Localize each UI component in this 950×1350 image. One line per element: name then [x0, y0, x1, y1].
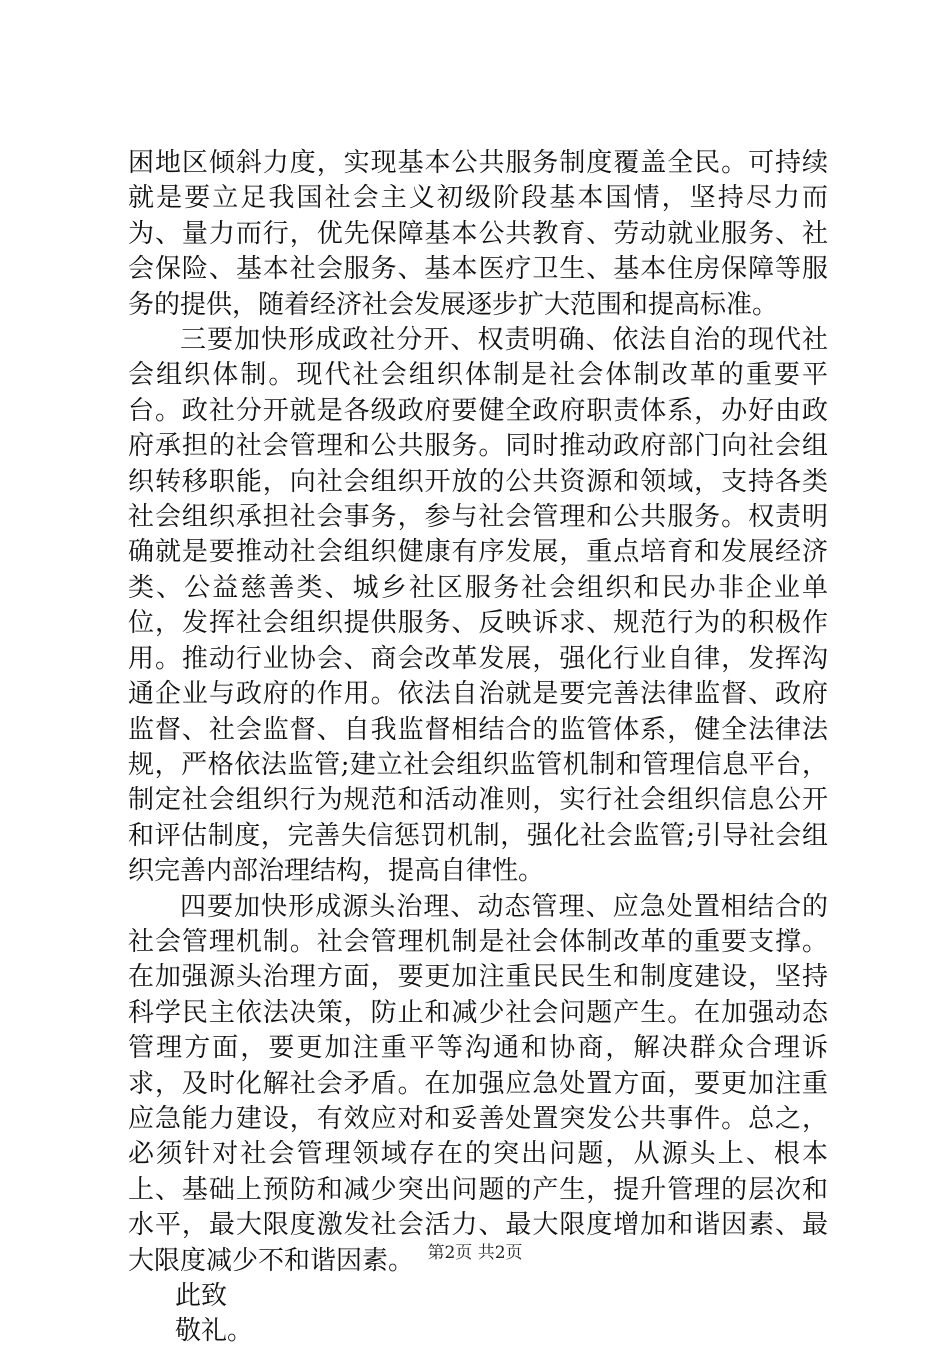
paragraph-social-management: 四要加快形成源头治理、动态管理、应急处置相结合的社会管理机制。社会管理机制是社会体制改革的重要支撑。在加强源头治理方面，要更加注重民民生和制度建设，坚持科学民主依法决策，防止和减少社会问题产生。在加强动态管理方面，要更加注重平等沟通和协商，解决群众合理诉求，及时化解社会矛盾。在加强应急处置方面，要更加注重应急能力建设，有效应对和妥善处置突发公共事件。总之，必须针对社会管理领域存在的突出问题，从源头上、根本上、基础上预防和减少突出问题的产生，提升管理的层次和水平，最大限度激发社会活力、最大限度增加和谐因素、最大限度减少不和谐因素。 [128, 891, 828, 1276]
closing-salutation: 此致 [175, 1281, 228, 1311]
closing-regards: 敬礼。 [175, 1316, 254, 1347]
page-number-footer: 第2页 共2页 [427, 1243, 523, 1263]
paragraph-social-organization: 三要加快形成政社分开、权责明确、依法自治的现代社会组织体制。现代社会组织体制是社会体制改革的重要平台。政社分开就是各级政府要健全政府职责体系，办好由政府承担的社会管理和公共服务。同时推动政府部门向社会组织转移职能，向社会组织开放的公共资源和领域，支持各类社会组织承担社会事务，参与社会管理和公共服务。权责明确就是要推动社会组织健康有序发展，重点培育和发展经济类、公益慈善类、城乡社区服务社会组织和民办非企业单位，发挥社会组织提供服务、反映诉求、规范行为的积极作用。推动行业协会、商会改革发展，强化行业自律，发挥沟通企业与政府的作用。依法自治就是要完善法律监督、政府监督、社会监督、自我监督相结合的监管体系，健全法律法规，严格依法监管;建立社会组织监管机制和管理信息平台，制定社会组织行为规范和活动准则，实行社会组织信息公开和评估制度，完善失信惩罚机制，强化社会监管;引导社会组织完善内部治理结构，提高自律性。 [128, 325, 828, 887]
paragraph-continuation: 困地区倾斜力度，实现基本公共服务制度覆盖全民。可持续就是要立足我国社会主义初级阶段基本国情，坚持尽力而为、量力而行，优先保障基本公共教育、劳动就业服务、社会保险、基本社会服务、基本医疗卫生、基本住房保障等服务的提供，随着经济社会发展逐步扩大范围和提高标准。 [128, 148, 828, 320]
document-body [128, 146, 828, 1350]
